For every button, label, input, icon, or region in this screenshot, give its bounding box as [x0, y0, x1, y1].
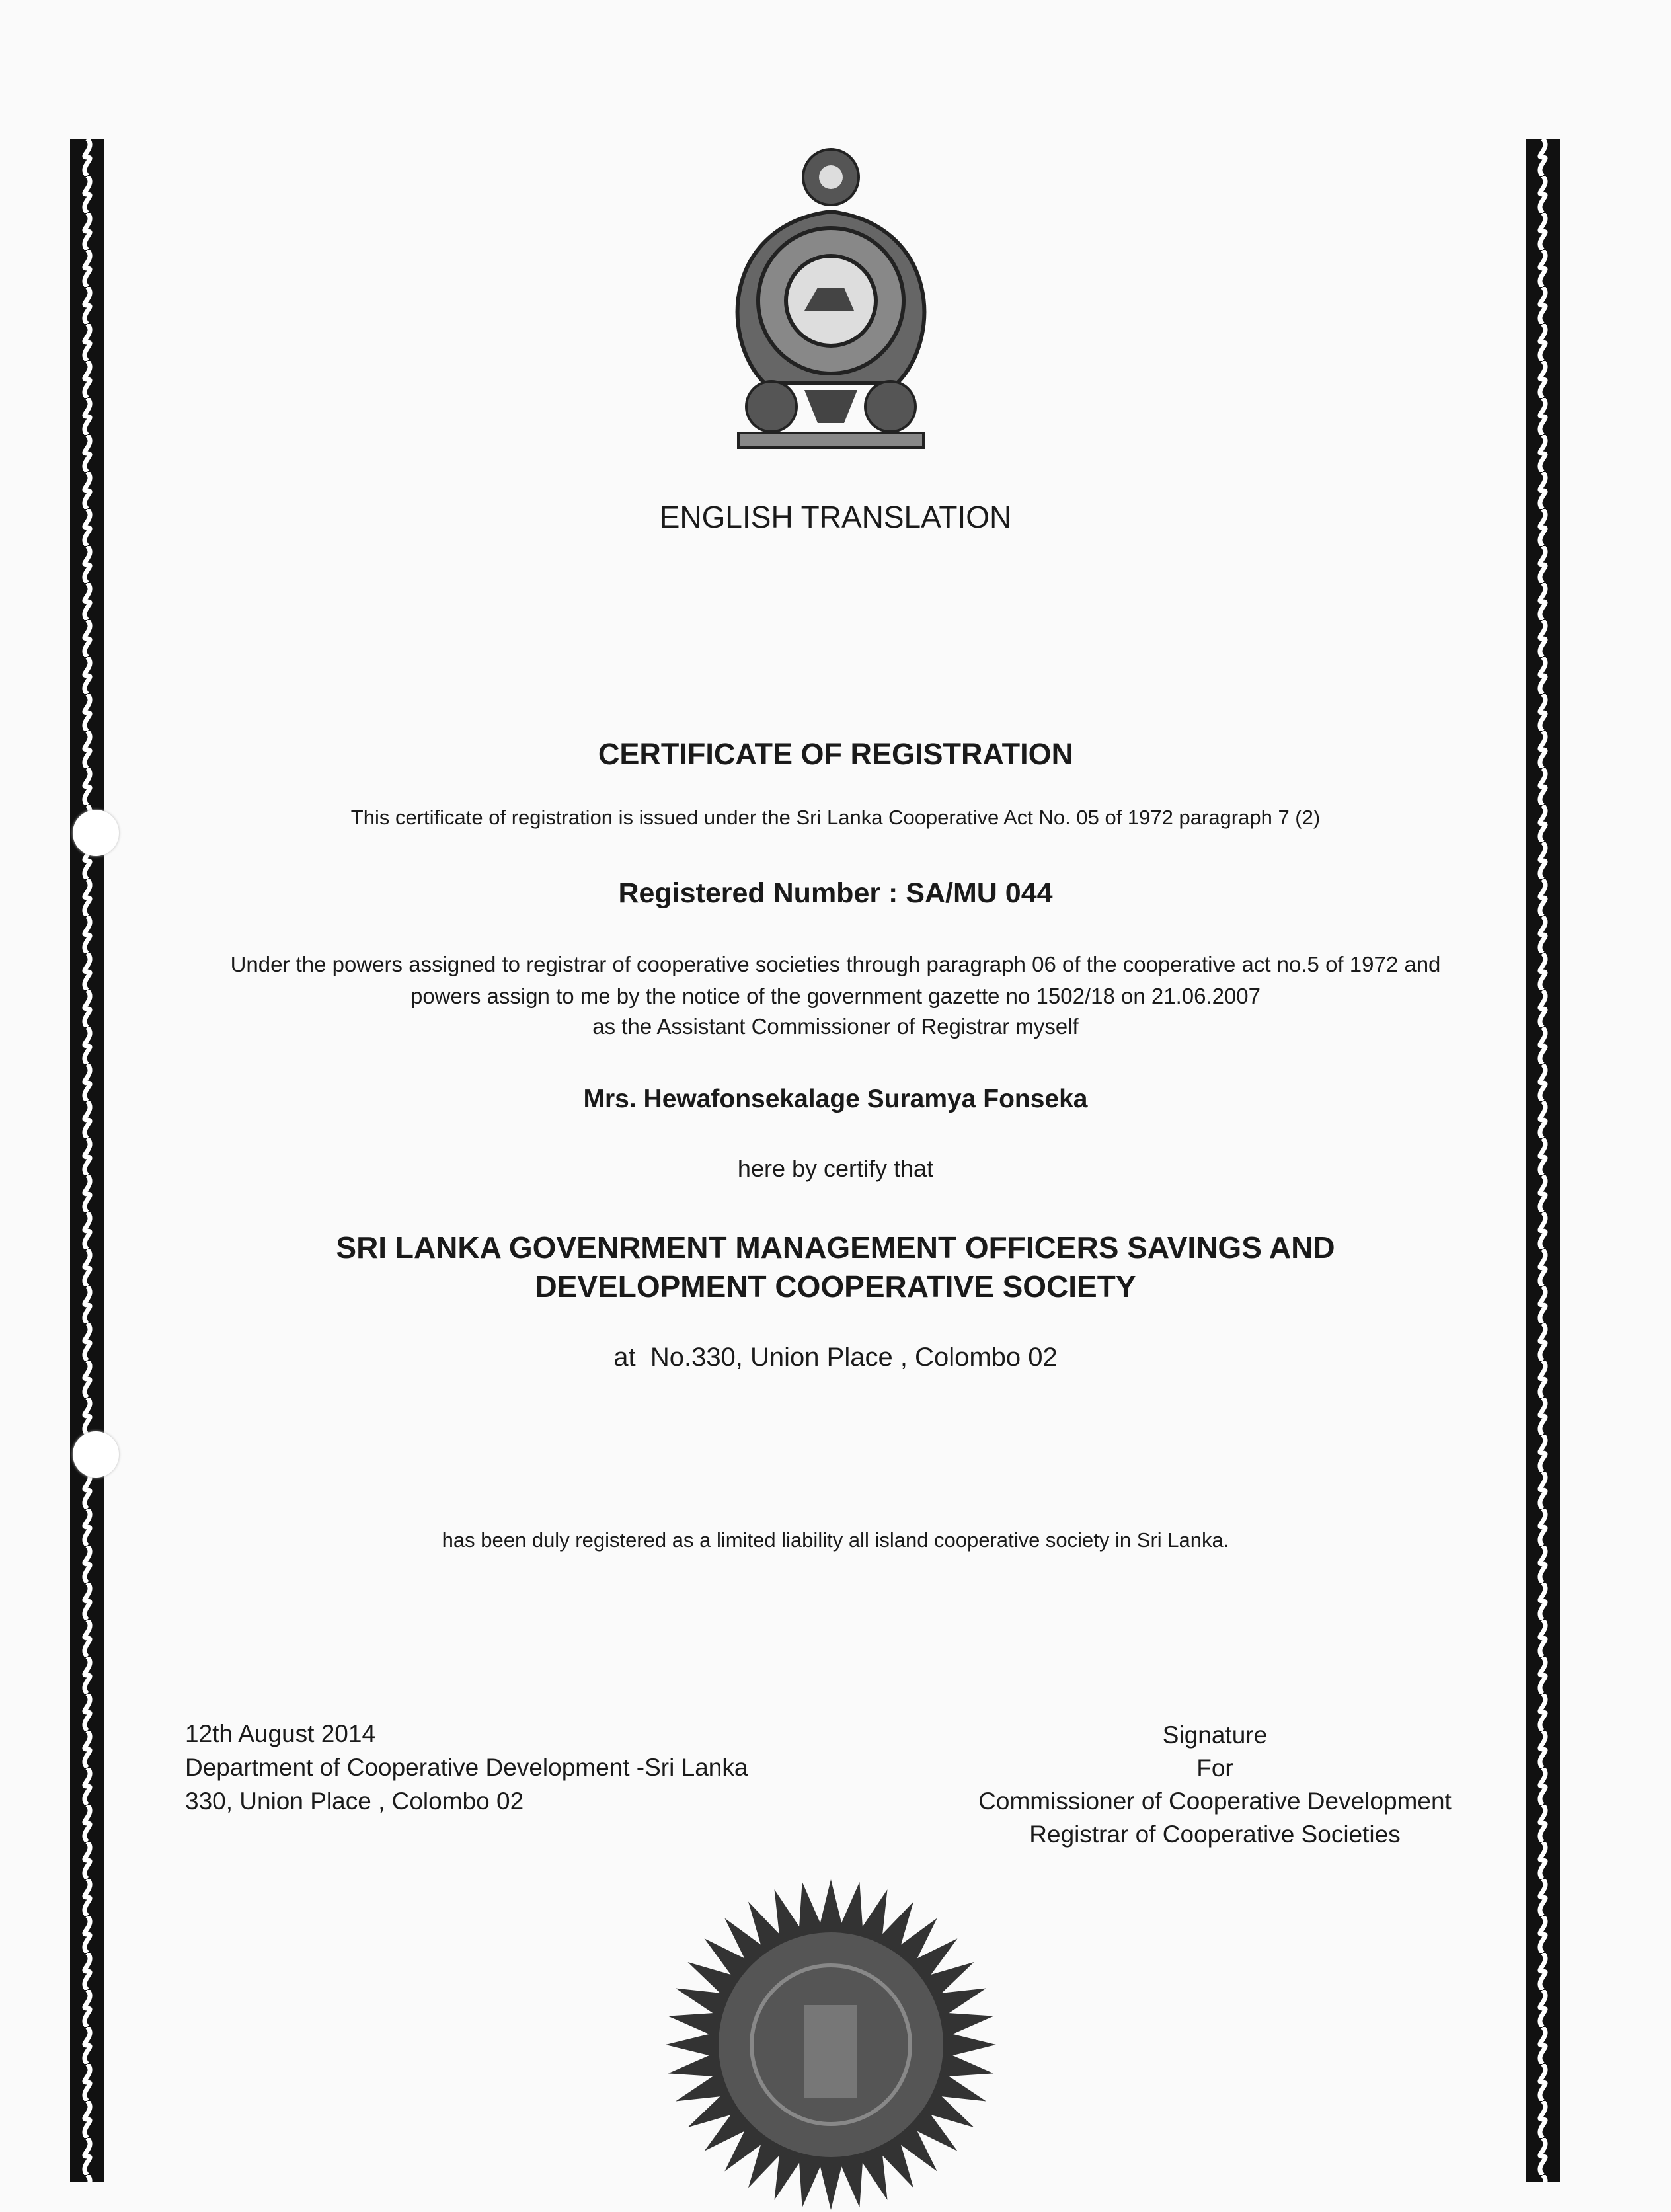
registrar-title: Registrar of Cooperative Societies — [1029, 1821, 1401, 1848]
for-label: For — [1196, 1755, 1233, 1782]
signature-block — [917, 1719, 1512, 1851]
sri-lanka-emblem-icon — [725, 139, 937, 453]
punch-hole — [73, 1431, 119, 1478]
society-address: at No.330, Union Place , Colombo 02 — [613, 1343, 1058, 1372]
department-name: Department of Cooperative Development -Sri Lanka — [185, 1754, 748, 1781]
signature-label: Signature — [1162, 1721, 1268, 1749]
translation-label: ENGLISH TRANSLATION — [659, 500, 1012, 534]
registration-statement: has been duly registered as a limited liability all island cooperative society in Sri Lanka. — [442, 1528, 1229, 1552]
powers-line: as the Assistant Commissioner of Registrar myself — [592, 1014, 1079, 1039]
registered-number: Registered Number : SA/MU 044 — [618, 877, 1053, 909]
certificate-title: CERTIFICATE OF REGISTRATION — [598, 737, 1073, 771]
issue-date: 12th August 2014 — [185, 1720, 376, 1747]
department-address: 330, Union Place , Colombo 02 — [185, 1788, 524, 1815]
registrar-name: Mrs. Hewafonsekalage Suramya Fonseka — [583, 1085, 1088, 1113]
society-name-line: DEVELOPMENT COOPERATIVE SOCIETY — [535, 1269, 1136, 1304]
society-name-line: SRI LANKA GOVENRMENT MANAGEMENT OFFICERS SAVINGS AND — [336, 1230, 1335, 1265]
powers-line: Under the powers assigned to registrar of cooperative societies through paragraph 06 of the cooperative act no.5 of 1972 and — [230, 952, 1441, 976]
issued-under-text: This certificate of registration is issued under the Sri Lanka Cooperative Act No. 05 of 1972 paragraph 7 (2) — [350, 806, 1321, 829]
official-seal-icon — [664, 1877, 998, 2212]
powers-line: powers assign to me by the notice of the government gazette no 1502/18 on 21.06.2007 — [410, 984, 1261, 1008]
issuer-block — [185, 1717, 748, 1818]
certify-text: here by certify that — [737, 1155, 934, 1182]
commissioner-title: Commissioner of Cooperative Development — [978, 1788, 1452, 1815]
